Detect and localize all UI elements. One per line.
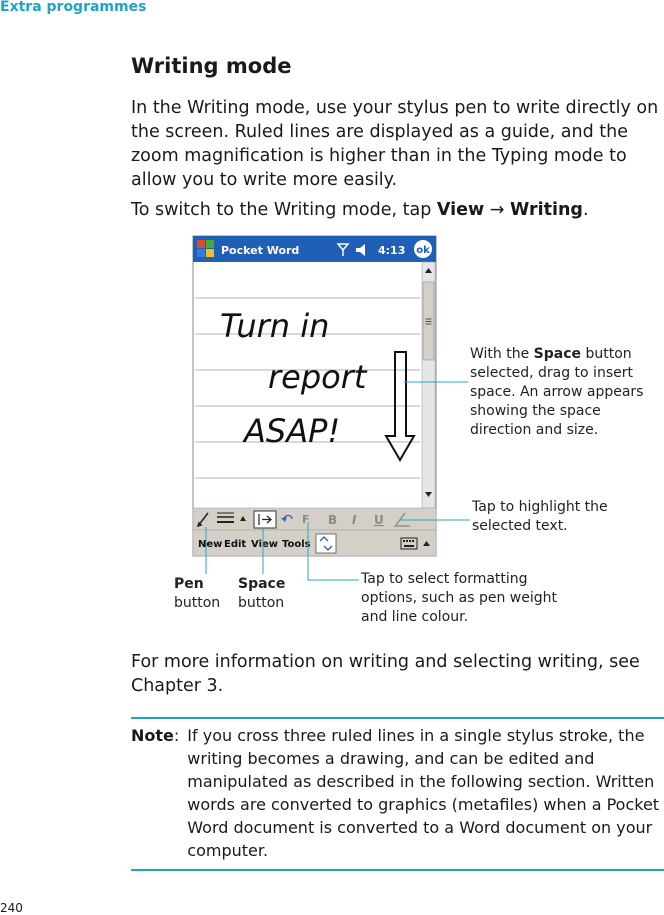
note-text: If you cross three ruled lines in a single stylus stroke, the writing becomes a drawing, and can be edited and manipulated as described in the following section. Written words are converted to graphics (metafiles) when a Pocket Word document is converted to a Word document on your computer. — [187, 726, 660, 860]
callout-highlight: Tap to highlight the selected text. — [472, 499, 608, 534]
menu-new[interactable]: New — [198, 539, 223, 550]
bold-button[interactable]: B — [328, 513, 338, 527]
callout-space-arrow-suffix: button selected, drag to insert space. An arrow appears showing the space direction and size. — [470, 346, 644, 438]
intro-paragraph: In the Writing mode, use your stylus pen to write directly on the screen. Ruled lines are displayed as a guide, and the zoom magnification is higher than in the Typing mode to allow you to write more easily. — [131, 98, 659, 190]
menu-edit[interactable]: Edit — [224, 539, 247, 550]
underline-button[interactable]: U — [374, 513, 384, 527]
writing-menu-ref: Writing — [509, 200, 583, 220]
section-title: Writing mode — [131, 54, 292, 78]
clock-time[interactable]: 4:13 — [378, 244, 406, 257]
view-menu-ref: View — [436, 200, 485, 220]
callout-space-arrow-bold: Space — [533, 346, 582, 362]
callout-space-bold: Space — [238, 576, 286, 592]
arrow-glyph: → — [484, 200, 510, 220]
callout-pen-rest: button — [174, 595, 221, 611]
callout-pen-button — [174, 575, 234, 613]
note-label-wrap — [131, 724, 179, 862]
callout-space-button — [238, 575, 298, 613]
note-label: Note — [131, 726, 174, 745]
handwriting-line-1: Turn in — [220, 307, 330, 345]
menu-tools[interactable]: Tools — [282, 539, 311, 550]
note-colon: : — [173, 726, 180, 745]
callout-format: Tap to select formatting options, such as pen weight and line colour. — [361, 571, 557, 625]
callout-space-arrow — [470, 345, 660, 440]
italic-button[interactable]: I — [352, 513, 357, 527]
callout-pen-bold: Pen — [174, 576, 204, 592]
more-info-paragraph: For more information on writing and selecting writing, see Chapter 3. — [131, 652, 640, 696]
page-number: 240 — [0, 901, 23, 915]
pen-toolbar — [193, 508, 436, 530]
sync-button[interactable] — [316, 534, 336, 553]
callout-space-arrow-prefix: With the — [470, 346, 534, 362]
note-box — [131, 717, 664, 871]
callout-space-rest: button — [238, 595, 285, 611]
ok-label: ok — [416, 245, 430, 256]
switch-prefix: To switch to the Writing mode, tap — [131, 200, 437, 220]
svg-text:F: F — [302, 513, 310, 526]
handwriting-line-3: ASAP! — [244, 412, 341, 450]
menu-view[interactable]: View — [251, 539, 279, 550]
running-header: Extra programmes — [0, 0, 147, 15]
app-title: Pocket Word — [221, 244, 300, 257]
handwriting-line-2: report — [268, 358, 367, 396]
switch-suffix: . — [582, 200, 589, 220]
